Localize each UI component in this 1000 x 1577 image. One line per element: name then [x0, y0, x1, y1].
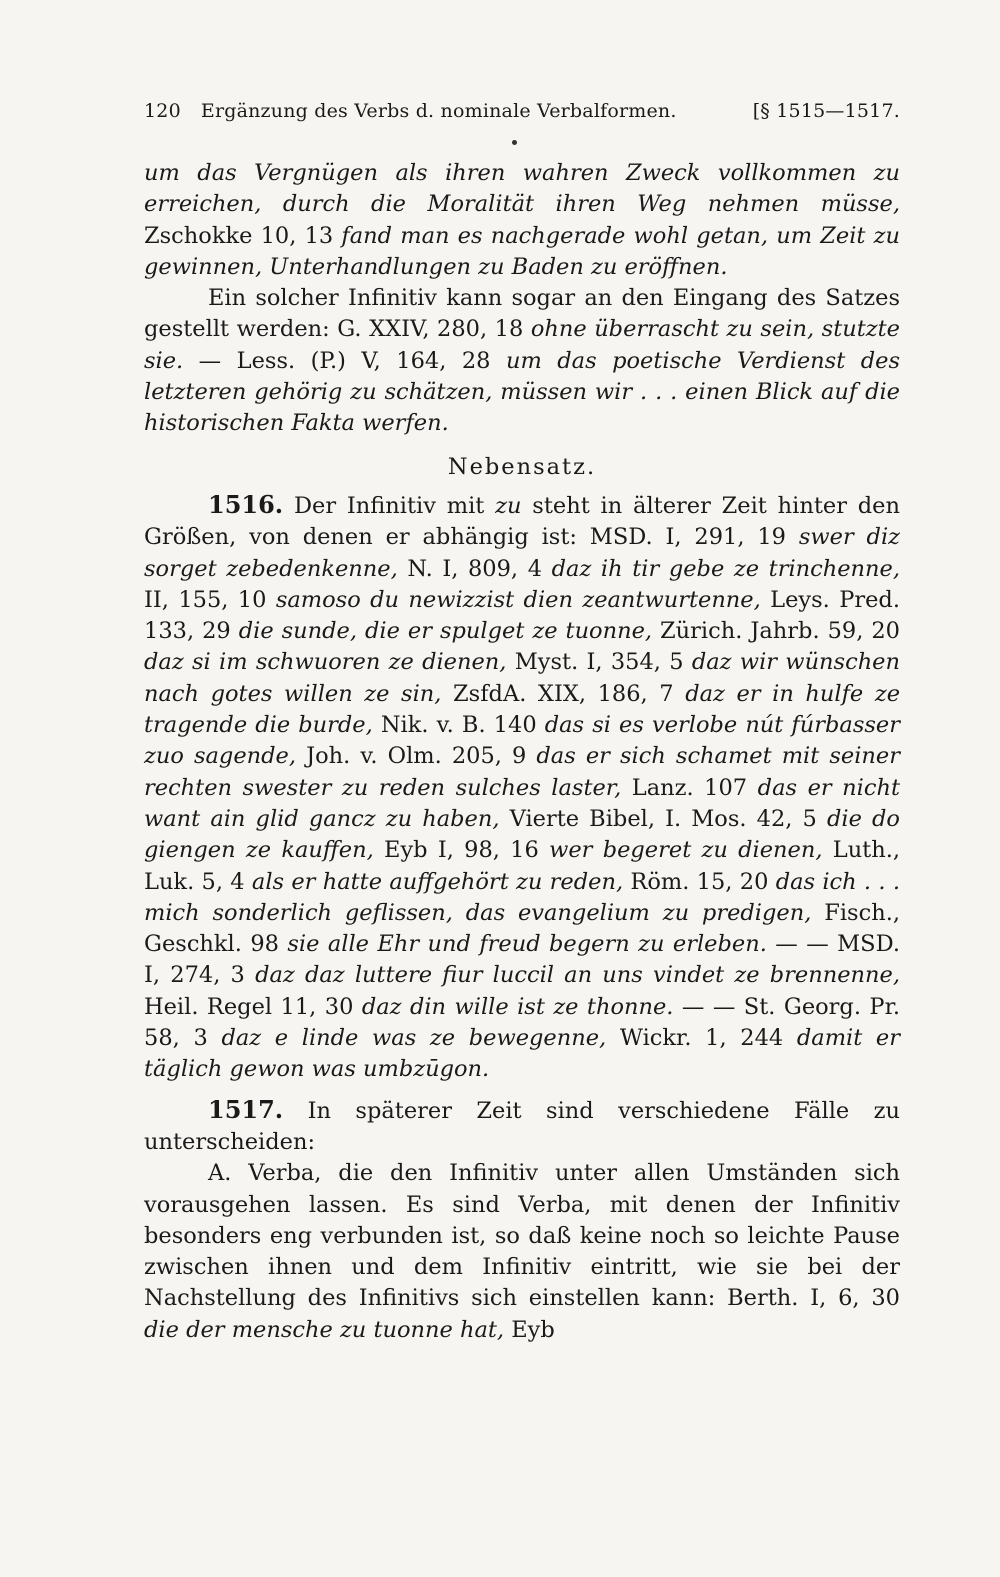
running-header	[144, 100, 900, 122]
page-body	[144, 158, 900, 1346]
header-title: Ergänzung des Verbs d. nominale Verbalformen.	[200, 100, 677, 122]
paragraph-infinitive-front: Ein solcher Infinitiv kann sogar an den Eingang des Satzes gestellt werden: G. XXIV, 280, 18 ohne überrascht zu sein, stutzte sie. — Less. (P.) V, 164, 28 um das poetische Verdienst des letzteren gehörig zu schätzen, müssen wir . . . einen Blick auf die historischen Fakta werfen.	[144, 285, 900, 437]
section-number: 1517.	[208, 1094, 284, 1124]
section-heading: Nebensatz.	[447, 453, 597, 480]
paragraph-continuation: um das Vergnügen als ihren wahren Zweck vollkommen zu erreichen, durch die Moralität ihren Weg nehmen müsse, Zschokke 10, 13 fand man es nachgerade wohl getan, um Zeit zu gewinnen, Unterhandlungen zu Baden zu eröffnen.	[144, 160, 900, 280]
section-range: [§ 1515—1517.	[752, 100, 900, 122]
print-mark	[512, 140, 517, 145]
page-number: 120	[144, 100, 181, 122]
paragraph-1516: 1516. Der Infinitiv mit zu steht in älterer Zeit hinter den Größen, von denen er abhängig ist: MSD. I, 291, 19 swer diz sorget zebedenkenne, N. I, 809, 4 daz ih tir gebe ze trinchenne, II, 155, 10 samoso du newizzist dien zeantwurtenne, Leys. Pred. 133, 29 die sunde, die er spulget ze tuonne, Zürich. Jahrb. 59, 20 daz si im schwuoren ze dienen, Myst. I, 354, 5 daz wir wünschen nach gotes willen ze sin, ZsfdA. XIX, 186, 7 daz er in hulfe ze tragende die burde, Nik. v. B. 140 das si es verlobe nút fúrbasser zuo sagende, Joh. v. Olm. 205, 9 das er sich schamet mit seiner rechten swester zu reden sulches laster, Lanz. 107 das er nicht want ain glid gancz zu haben, Vierte Bibel, I. Mos. 42, 5 die do giengen ze kauffen, Eyb I, 98, 16 wer begeret zu dienen, Luth., Luk. 5, 4 als er hatte auffgehört zu reden, Röm. 15, 20 das ich . . . mich sonderlich geflissen, das evangelium zu predigen, Fisch., Geschkl. 98 sie alle Ehr und freud begern zu erleben. — — MSD. I, 274, 3 daz daz luttere fiur luccil an uns vindet ze brennenne, Heil. Regel 11, 30 daz din wille ist ze thonne. — — St. Georg. Pr. 58, 3 daz e linde was ze bewegenne, Wickr. 1, 244 damit er täglich gewon was umbzūgon.	[144, 489, 901, 1083]
section-number: 1516.	[208, 489, 284, 519]
paragraph-1517: 1517. In späterer Zeit sind verschiedene Fälle zu unterscheiden:	[144, 1094, 900, 1155]
paragraph-a: A. Verba, die den Infinitiv unter allen Umständen sich vorausgehen lassen. Es sind Verba, mit denen der Infinitiv besonders eng verbunden ist, so daß keine noch so leichte Pause zwischen ihnen und dem Infinitiv eintritt, wie sie bei der Nachstellung des Infinitivs sich einstellen kann: Berth. I, 6, 30 die der mensche zu tuonne hat, Eyb	[144, 1160, 900, 1343]
